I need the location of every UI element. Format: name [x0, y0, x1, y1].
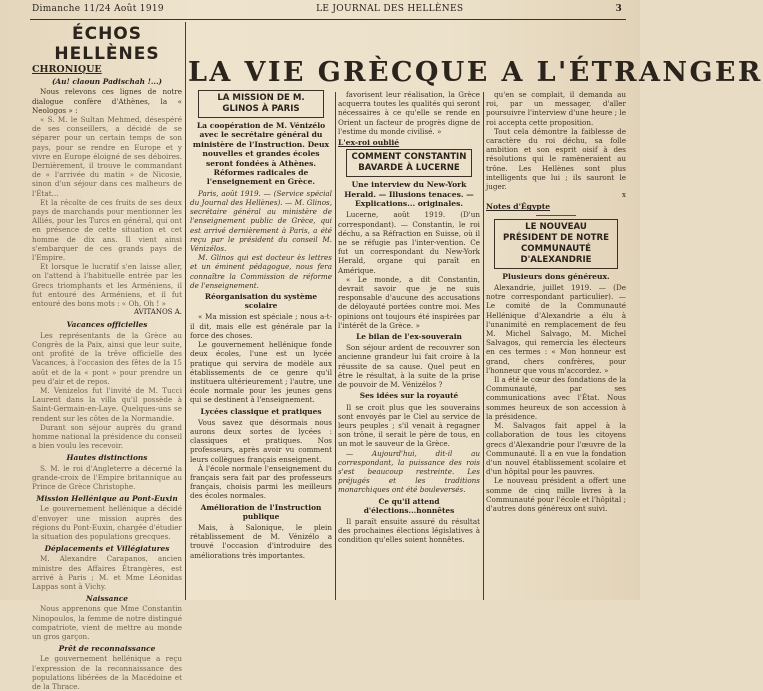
article-heading: Ses idées sur la royauté [359, 391, 459, 401]
author-signature: AVITANOS A. [133, 308, 182, 317]
article-lead: Plusieurs dons généreux. [502, 271, 610, 281]
author-signature: x [622, 191, 626, 200]
paragraph: favorisent leur réalisation, la Grèce acquerra toutes les qualités qui seront nécessaires à ce qu'elle se rende en Orient un facteur de progrès digne de l'estime du monde civilisé. » [338, 90, 480, 136]
article-heading: Le bilan de l'ex-souverain [356, 332, 462, 342]
article-lead: Une interview du New-York Herald. — Illusions tenaces. — Explications... originales. [344, 180, 474, 209]
separator-rule [536, 215, 576, 216]
column-divider [483, 92, 484, 600]
article-heading: Déplacements et Villégiatures [44, 544, 170, 554]
paragraph: M. Alexandre Carapanos, ancien ministre des Affaires Étrangères, est arrivé à Paris ; M. et Mme Léonidas Lappas sont à Vichy. [32, 554, 182, 591]
article-title-box: LA MISSION DE M. GLINOS À PARIS [198, 90, 324, 118]
article-heading: Hautes distinctions [66, 453, 148, 463]
paragraph: Le gouvernement hellénique a reçu l'expression de la reconnaissance des populations libérées de la Macédoine et de la Thrace. [32, 654, 182, 691]
paragraph: Alexandrie, juillet 1919. — (De notre correspondant particulier). — Le comité de la Communauté Hellénique d'Alexandrie a élu à l'unanimité en remplacement de feu M. Michel Salvago, M. Michel Salvagos, qui remercia les électeurs en ces termes : « Mon honneur est grand, chers confrères, pour l'honneur que vous m'accordez. » [486, 283, 626, 375]
paragraph: M. Salvagos fait appel à la collaboration de tous les citoyens grecs d'Alexandrie pour l'œuvre de la Communauté. Il a en vue la fondation d'un nouvel établissement scolaire et d'un hôpital pour les pauvres. [486, 421, 626, 477]
paragraph: Mais, à Salonique, le plein rétablissement de M. Vénizélo a trouvé l'occasion d'introduire des améliorations très importantes. [190, 522, 332, 560]
article-heading: Réorganisation du système scolaire [204, 292, 318, 311]
article-heading: Lycées classique et pratiques [200, 406, 322, 416]
column-glinos [190, 90, 332, 600]
article-title-box: LE NOUVEAU PRÉSIDENT DE NOTRE COMMUNAUTÉ D'ALEXANDRIE [494, 219, 618, 269]
paragraph: « Ma mission est spéciale ; nous a-t-il dit, mais elle est générale par la force des choses. [190, 312, 332, 340]
article-heading: Prêt de reconnaissance [58, 644, 156, 654]
issue-date: Dimanche 11/24 Août 1919 [32, 4, 164, 14]
section-tag: Notes d'Égypte [486, 202, 551, 212]
column-constantin [338, 90, 480, 600]
echos-banner: ÉCHOS HELLÈNES [54, 24, 160, 64]
paragraph: « S. M. le Sultan Mehmed, désespéré de ses conseillers, a décidé de se séparer pour un certain temps de son pays, pour se rendre en Europe et y vivre en Europe éloigné de ses déboires. Dernièrement, il trouve le commandant de « l'arrivée du matin » de Nicosie, sinon d'un séjour dans ces malheurs de l'État... [32, 115, 182, 198]
article-heading: Amélioration de l'Instruction publique [200, 502, 322, 521]
paragraph: M. Glinos qui est docteur ès lettres et un éminent pédagogue, nous fera connaître la Commission de réforme de l'enseignement. [190, 253, 332, 290]
paragraph: qu'en se complait, il demanda au roi, par un messager, d'aller poursuivre l'interview d'une heure ; le roi accepta cette proposition. [486, 90, 626, 127]
paragraph: Il a été le cœur des fondations de la Communauté, par ses communications avec l'État. Nous sommes heureux de son accession à la présidence. [486, 375, 626, 421]
paragraph: Son séjour ardent de recouvrer son ancienne grandeur lui fait croire à la réussite de sa cause. Quel peut en être le résultat, à la suite de la prise de pouvoir de M. Vénizélos ? [338, 343, 480, 390]
paragraph: Paris, août 1919. — (Service spécial du Journal des Hellènes). — M. Glinos, secrétaire général au ministère de l'enseignement public de Grèce, qui est arrivé dernièrement à Paris, a été reçu par le président du conseil M. Vénizélos. [190, 188, 332, 254]
page-number: 3 [615, 4, 622, 14]
paragraph: Lucerne, août 1919. (D'un correspondant). — Constantin, le roi déchu, a sa Réfraction en Suisse, où il ne se réfugie pas l'inter-vention. Ce fut un correspondant du New-York Herald, organe qui paraît en Amérique. [338, 210, 480, 275]
article-heading: (Au! claoun Padischah !...) [51, 77, 163, 87]
column-echos [32, 24, 182, 691]
header-rule [30, 19, 626, 20]
article-heading: Naissance [85, 594, 129, 604]
paragraph: Nous relevons ces lignes de notre dialogue confère d'Athènes, la « Neologos » : [32, 87, 182, 115]
paragraph: « Le monde, a dit Constantin, devrait savoir que je ne suis responsable d'aucune des accusations de déloyauté portées contre moi. Mes opinions ont toujours été inspirées par l'intérêt de la Grèce. » [338, 274, 480, 330]
paragraph: Et lorsque le lucratif s'en laisse aller, on l'attend à l'habituelle entrée par les Grecs triomphants et les Arméniens, il fut entouré des Arméniens, et il fut entouré des bons mots : « Oh, Oh ! » [32, 262, 182, 309]
chronique-heading: CHRONIQUE [32, 64, 102, 75]
paragraph: Et la récolte de ces fruits de ses deux pays de marchands pour mentionner les Alliés, pour les Turcs en général, qui ont en présence de cette situation et cet homme de dix ans. Il vient ainsi s'embarquer de ces grands pays de l'Empire. [32, 197, 182, 263]
paragraph: Tout cela démontre la faiblesse de caractère du roi déchu, sa folle ambition et son esprit oisif à des résolutions qui le ramèneraient au trône. Les Hellènes sont plus intelligents que lui ; ils sauront le juger. [486, 126, 626, 192]
column-divider [185, 22, 186, 600]
paragraph: Vous savez que désormais nous aurons deux sortes de lycées : classiques et pratiques. Nos professeurs, après avoir vu comment leurs collègues français enseignent. [190, 417, 332, 464]
paragraph: Le gouvernement hellénique fonde deux écoles, l'une est un lycée pratique qui servira de modèle aux établissements de ce genre qu'il instituera ultérieurement ; l'autre, une école normale pour les jeunes gens qui se destinent à l'enseignement. [190, 340, 332, 405]
article-lead: La coopération de M. Vénizélo avec le secrétaire général du ministère de l'Instruction. Deux nouvelles et grandes écoles seront fondées à Athènes. Réformes radicales de l'enseignement en Grèce. [192, 121, 330, 187]
section-banner: LA VIE GRÈCQUE A L'ÉTRANGER [188, 57, 763, 88]
paragraph: — Aujourd'hui, dit-il au correspondant, la puissance des rois s'est beaucoup restreinte. Les préjugés et les traditions monarchiques ont été bouleversés. [338, 448, 480, 495]
column-egypte [486, 90, 626, 600]
journal-title: LE JOURNAL DES HELLÈNES [316, 4, 464, 14]
paragraph: M. Venizelos fut l'invité de M. Tucci Laurent dans la villa qu'il possède à Saint-Germain-en-Laye. Quelques-uns se rendent sur les côtes de la Normandie. [32, 385, 182, 423]
page-header [32, 4, 622, 18]
article-heading: Ce qu'il attend d'élections...honnêtes [363, 496, 455, 515]
section-tag: L'ex-roi oublié [338, 138, 400, 148]
paragraph: Il se croit plus que les souverains sont envoyés par le Ciel au service de leurs peuples ; s'il venait à regagner son trône, il serait le père de tous, en un mot le sauveur de la Grèce. [338, 402, 480, 449]
article-heading: Mission Hellénique au Pont-Euxin [36, 494, 178, 504]
paragraph: Durant son séjour auprès du grand homme national la présidence du conseil a bien voulu les recevoir. [32, 422, 182, 451]
paragraph: À l'école normale l'enseignement du français sera fait par des professeurs français, choisis parmi les meilleurs des écoles normales. [190, 463, 332, 501]
paragraph: S. M. le roi d'Angleterre a décerné la grande-croix de l'Empire britannique au Prince de Grèce Christophe. [32, 463, 182, 491]
article-heading: Vacances officielles [66, 320, 148, 330]
column-divider [335, 92, 336, 600]
article-title-box: COMMENT CONSTANTIN BAVARDE À LUCERNE [346, 149, 472, 177]
paragraph: Nous apprenons que Mme Constantin Ninopoulos, la femme de notre distingué compatriote, vient de mettre au monde un gros garçon. [32, 604, 182, 641]
paragraph: Les représentants de la Grèce au Congrès de la Paix, ainsi que leur suite, ont profité de la trêve officielle des Vacances, à l'occasion des fêtes de la 15 août et de la « pont » pour prendre un peu d'air et de repos. [32, 330, 182, 386]
paragraph: Le gouvernement hellénique a décidé d'envoyer une mission auprès des régions du Pont-Euxin, chargée d'étudier la situation des populations grecques. [32, 504, 182, 541]
paragraph: Le nouveau président a offert une somme de cinq mille livres à la Communauté pour l'école et l'hôpital ; d'autres dons généreux ont suivi. [486, 476, 626, 513]
paragraph: Il paraît ensuite assuré du résultat des prochaines élections législatives à condition qu'elles soient honnêtes. [338, 516, 480, 545]
